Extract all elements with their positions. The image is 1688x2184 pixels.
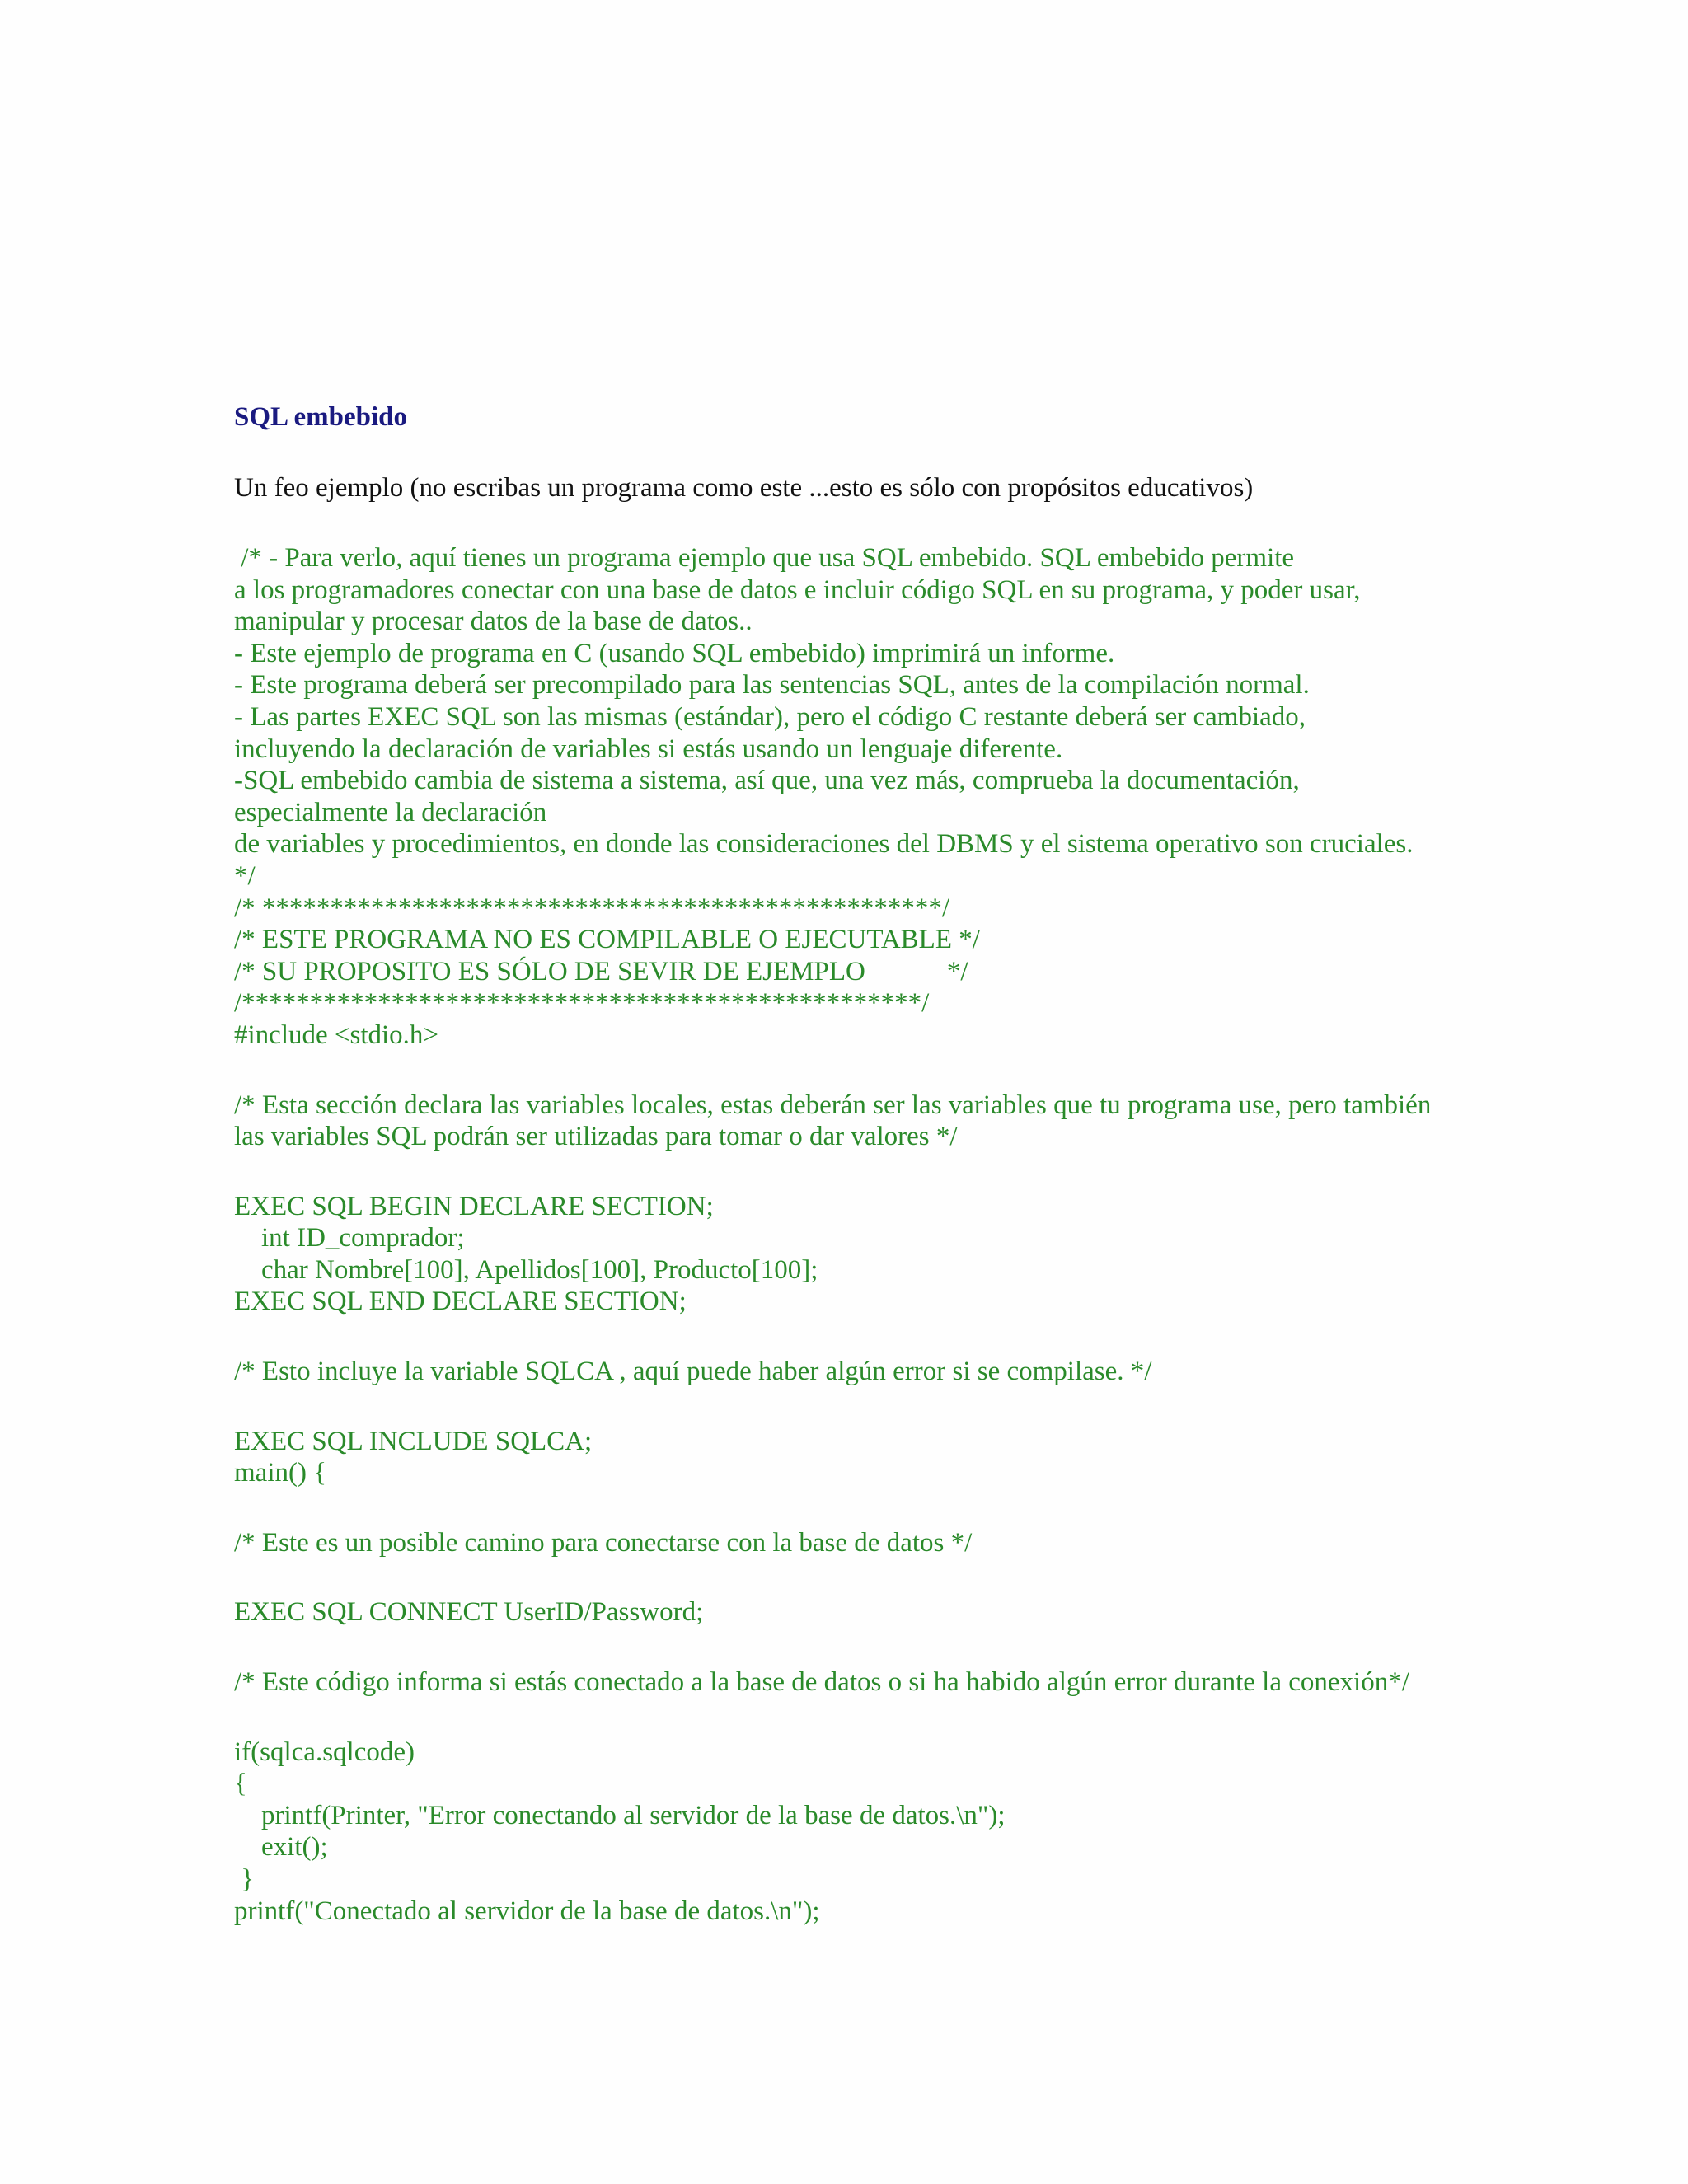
code-line: - Las partes EXEC SQL son las mismas (estándar), pero el código C restante deberá ser cambiado, [234, 701, 1306, 732]
code-line: /* **************************************************/ [234, 893, 950, 923]
paragraph-gap [234, 1629, 1668, 1666]
page-title: SQL embebido [234, 402, 407, 432]
code-line: /**************************************************/ [234, 988, 930, 1019]
code-line: especialmente la declaración [234, 797, 547, 827]
code-line: - Este ejemplo de programa en C (usando SQL embebido) imprimirá un informe. [234, 638, 1115, 668]
code-line: EXEC SQL INCLUDE SQLCA; [234, 1426, 593, 1456]
paragraph-gap [234, 1318, 1668, 1356]
code-line: -SQL embebido cambia de sistema a sistema, así que, una vez más, comprueba la documentación, [234, 766, 1300, 796]
code-listing [234, 542, 1668, 1927]
code-line: int ID_comprador; [234, 1223, 465, 1254]
code-line: #include <stdio.h> [234, 1019, 439, 1050]
code-line: printf("Conectado al servidor de la base de datos.\n"); [234, 1896, 820, 1926]
code-line: las variables SQL podrán ser utilizadas para tomar o dar valores */ [234, 1122, 958, 1152]
code-line: incluyendo la declaración de variables si estás usando un lenguaje diferente. [234, 733, 1063, 764]
code-line: /* Este código informa si estás conectado a la base de datos o si ha habido algún error durante la conexión*/ [234, 1667, 1409, 1698]
code-line: /* Esta sección declara las variables locales, estas deberán ser las variables que tu programa use, pero también [234, 1090, 1432, 1120]
code-line: } [234, 1864, 255, 1894]
code-line: /* Este es un posible camino para conectarse con la base de datos */ [234, 1527, 973, 1558]
code-line: /* - Para verlo, aquí tienes un programa ejemplo que usa SQL embebido. SQL embebido permite [234, 543, 1295, 573]
code-line: printf(Printer, "Error conectando al servidor de la base de datos.\n"); [234, 1800, 1006, 1830]
code-line: a los programadores conectar con una base de datos e incluir código SQL en su programa, y poder usar, [234, 574, 1361, 605]
code-line: main() { [234, 1458, 327, 1488]
code-line: /* SU PROPOSITO ES SÓLO DE SEVIR DE EJEMPLO */ [234, 956, 968, 987]
code-line: /* ESTE PROGRAMA NO ES COMPILABLE O EJECUTABLE */ [234, 925, 980, 955]
paragraph-gap [234, 1388, 1668, 1426]
paragraph-gap [234, 1489, 1668, 1527]
code-line: /* Esto incluye la variable SQLCA , aquí puede haber algún error si se compilase. */ [234, 1357, 1152, 1387]
paragraph-gap [234, 1052, 1668, 1090]
code-line: */ [234, 860, 256, 891]
code-line: { [234, 1769, 247, 1799]
paragraph-gap [234, 1699, 1668, 1736]
paragraph-gap [234, 1153, 1668, 1191]
code-line: EXEC SQL CONNECT UserID/Password; [234, 1597, 704, 1628]
code-line: char Nombre[100], Apellidos[100], Producto[100]; [234, 1254, 818, 1285]
code-line: EXEC SQL END DECLARE SECTION; [234, 1286, 687, 1317]
intro-paragraph: Un feo ejemplo (no escribas un programa como este ...esto es sólo con propósitos educativos) [234, 473, 1254, 503]
paragraph-gap [234, 1558, 1668, 1596]
code-line: EXEC SQL BEGIN DECLARE SECTION; [234, 1191, 714, 1221]
code-line: manipular y procesar datos de la base de datos.. [234, 607, 753, 637]
code-line: de variables y procedimientos, en donde las consideraciones del DBMS y el sistema operativo son cruciales. [234, 829, 1414, 860]
code-line: if(sqlca.sqlcode) [234, 1736, 415, 1767]
code-line: exit(); [234, 1832, 328, 1863]
code-line: - Este programa deberá ser precompilado para las sentencias SQL, antes de la compilación normal. [234, 670, 1310, 701]
